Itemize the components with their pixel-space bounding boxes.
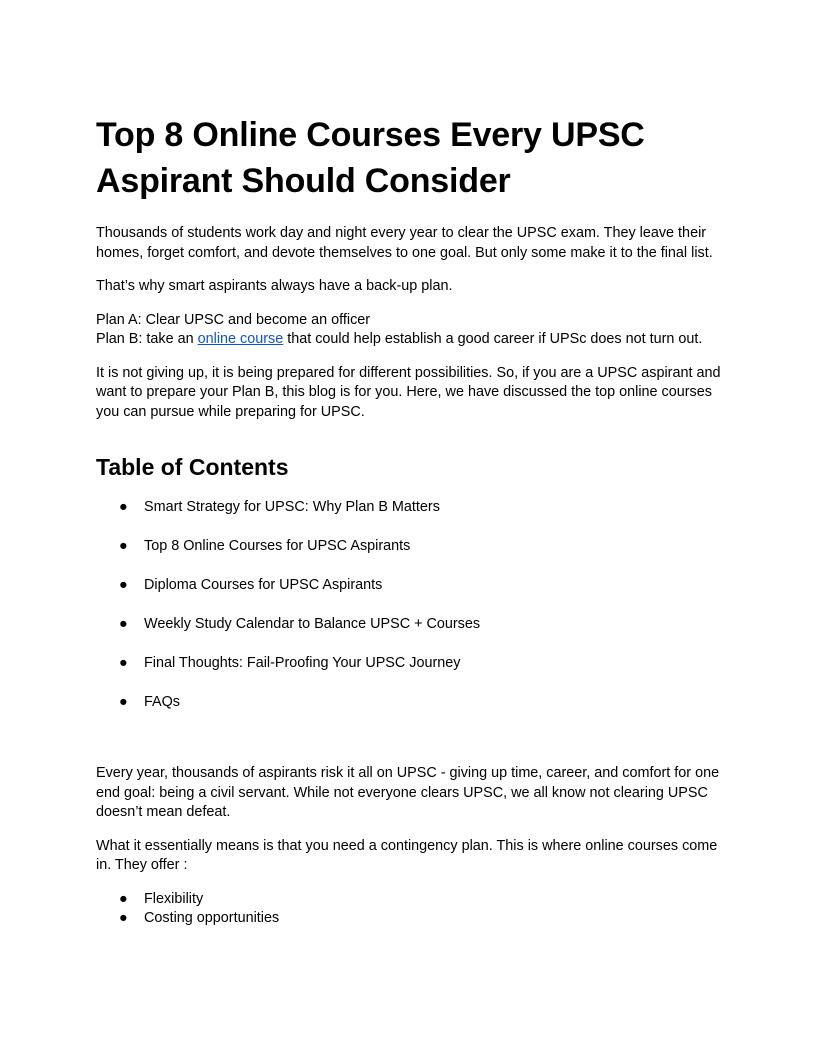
toc-item[interactable] [96,654,722,674]
section-spacer [96,732,722,764]
bullet-icon: ● [119,499,128,515]
bullet-icon: ● [119,890,128,907]
list-item [96,890,722,910]
plan-block [96,311,722,350]
intro-paragraph-2: That’s why smart aspirants always have a back-up plan. [96,278,453,294]
toc-item-label: Top 8 Online Courses for UPSC Aspirants [144,538,411,554]
toc-item[interactable] [96,498,722,518]
intro-paragraph-1: Thousands of students work day and night every year to clear the UPSC exam. They leave their homes, forget comfort, and devote themselves to one goal. But only some make it to the final list. [96,225,713,261]
toc-item-label: Diploma Courses for UPSC Aspirants [144,577,383,593]
bullet-icon: ● [119,616,128,632]
toc-item-label: Final Thoughts: Fail-Proofing Your UPSC Journey [144,655,461,671]
intro-paragraph-4: It is not giving up, it is being prepared for different possibilities. So, if you are a UPSC aspirant and want to prepare your Plan B, this blog is for you. Here, we have discussed the top online courses you can pursue while preparing for UPSC. [96,364,721,420]
page-title: Top 8 Online Courses Every UPSC Aspirant Should Consider [96,116,645,200]
body-paragraph-2: What it essentially means is that you need a contingency plan. This is where online courses come in. They offer : [96,837,718,873]
offer-label: Costing opportunities [144,910,280,926]
bullet-icon: ● [119,538,128,554]
bullet-icon: ● [119,655,128,671]
toc-item[interactable] [96,576,722,596]
bullet-icon: ● [119,910,128,926]
plan-a-text: Plan A: Clear UPSC and become an officer [96,311,371,328]
toc-item-label: Weekly Study Calendar to Balance UPSC + Courses [144,616,481,632]
toc-heading: Table of Contents [96,454,289,480]
table-of-contents-list [96,498,722,713]
bullet-icon: ● [119,694,128,710]
toc-item[interactable] [96,615,722,635]
body-paragraph-1: Every year, thousands of aspirants risk it all on UPSC - giving up time, career, and comfort for one end goal: being a civil servant. While not everyone clears UPSC, we all know not clearing UPSC doesn’t mean defeat. [96,765,720,820]
toc-item-label: Smart Strategy for UPSC: Why Plan B Matters [144,499,440,515]
toc-item[interactable] [96,537,722,557]
offer-label: Flexibility [144,890,204,907]
toc-item-label: FAQs [144,694,180,710]
toc-item[interactable] [96,693,722,713]
offers-list [96,890,722,929]
bullet-icon: ● [119,577,128,593]
online-course-link[interactable]: online course [197,331,284,347]
document-page [96,112,722,929]
plan-b-text-after: that could help establish a good career if UPSc does not turn out. [283,331,703,347]
plan-b-text-before: Plan B: take an [96,331,198,347]
list-item [96,909,722,929]
